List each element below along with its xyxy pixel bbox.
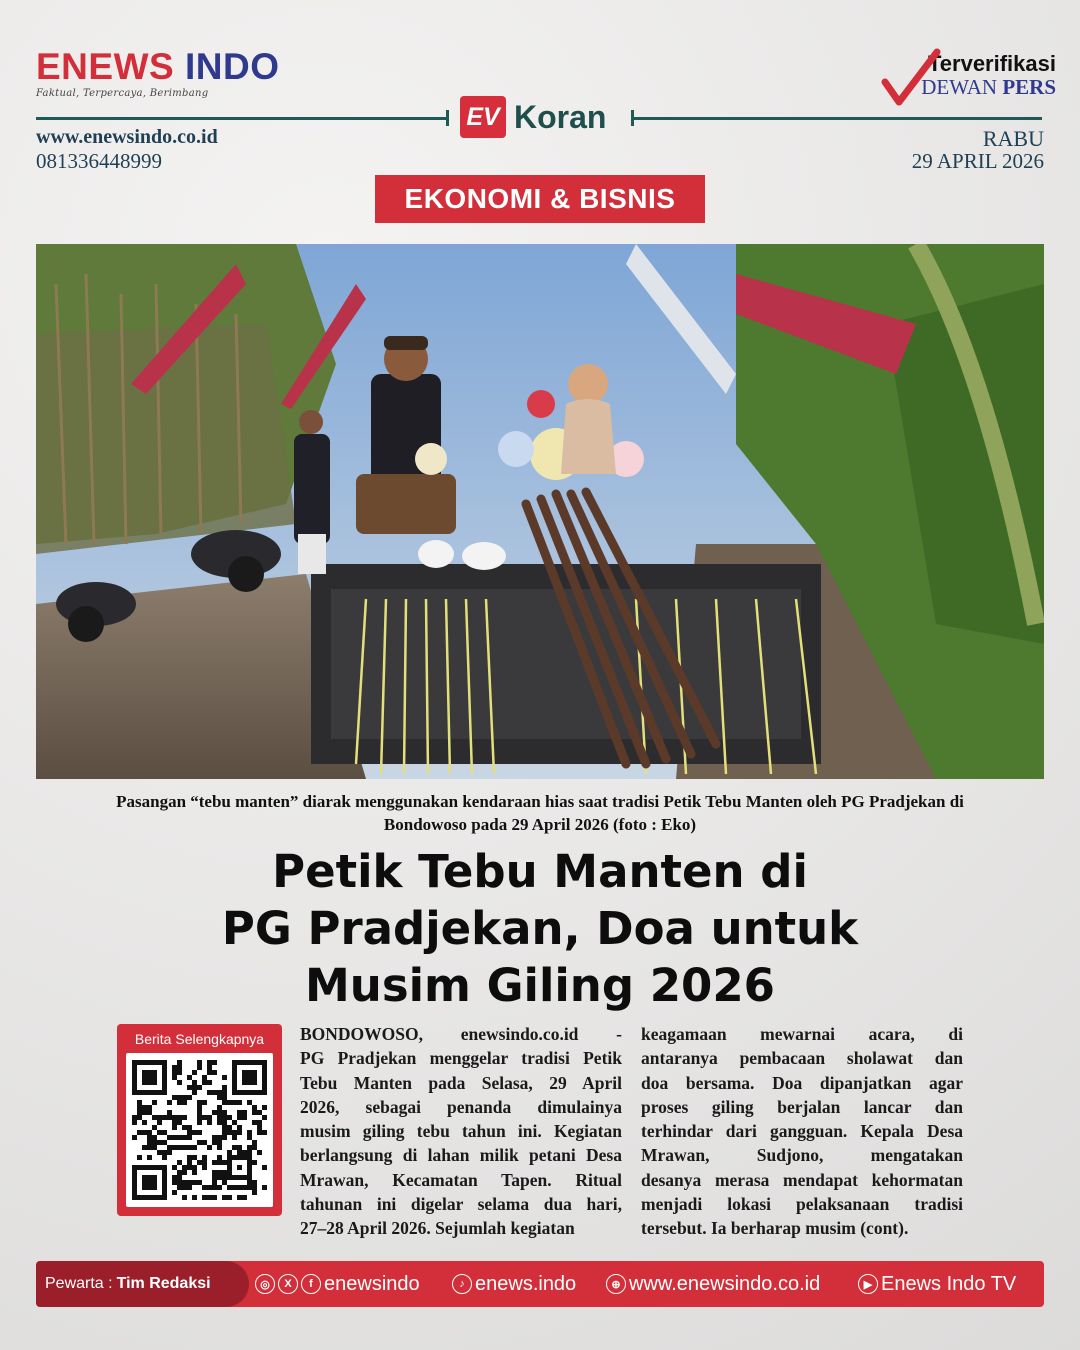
- photo-caption-line1: Pasangan “tebu manten” diarak menggunakan kendaraan hias saat tradisi Petik Tebu Manten oleh PG Pradjekan di: [116, 792, 964, 811]
- tiktok-handle: enews.indo: [475, 1272, 577, 1295]
- issue-date: 29 APRIL 2026: [911, 149, 1044, 173]
- social-link-youtube[interactable]: [858, 1261, 1016, 1307]
- body-line: PG Pradjekan menggelar tradisi Petik: [300, 1048, 622, 1069]
- logo-enews: ENEWS: [36, 46, 175, 87]
- instagram-icon: ◎: [255, 1274, 275, 1294]
- body-line: Mrawan, Sudjono, mengatakan: [641, 1145, 963, 1166]
- reporter-credit: [36, 1261, 249, 1307]
- body-line: berlangsung di lahan milik petani Desa: [300, 1145, 622, 1166]
- publication-mark: [460, 96, 606, 138]
- rule-cap-left: [446, 110, 449, 126]
- headline-line-3: Musim Giling 2026: [305, 959, 775, 1012]
- verified-label: Terverifikasi: [927, 51, 1056, 76]
- masthead-rule-right: [634, 117, 1042, 120]
- social-handle: enewsindo: [324, 1272, 420, 1295]
- body-line: Tebu Manten pada Selasa, 29 April: [300, 1072, 622, 1093]
- social-link-tiktok[interactable]: [452, 1261, 576, 1307]
- x-icon: X: [278, 1274, 298, 1294]
- body-line: tahunan ini digelar selama dua hari,: [300, 1194, 622, 1215]
- body-line: proses giling berjalan lancar dan: [641, 1096, 963, 1117]
- masthead-rule-left: [36, 117, 446, 120]
- phone-number: 081336448999: [36, 149, 162, 173]
- photo-caption-line2: Bondowoso pada 29 April 2026 (foto : Eko): [383, 815, 697, 834]
- rule-cap-right: [631, 110, 634, 126]
- qr-code-box[interactable]: [117, 1024, 282, 1216]
- tiktok-icon: ♪: [452, 1274, 472, 1294]
- body-line: musim giling tebu tahun ini. Kegiatan: [300, 1121, 622, 1142]
- photo-caption: [50, 790, 1030, 836]
- reporter-name: Tim Redaksi: [116, 1275, 211, 1292]
- logo-tagline: Faktual, Terpercaya, Berimbang: [36, 88, 209, 99]
- ev-logo-icon: EV: [460, 96, 506, 138]
- publication-label: Koran: [514, 98, 607, 135]
- body-line: BONDOWOSO, enewsindo.co.id -: [300, 1024, 622, 1044]
- masthead-logo: [36, 48, 279, 99]
- body-line: terhindar dari gangguan. Kepala Desa: [641, 1121, 963, 1142]
- headline-line-2: PG Pradjekan, Doa untuk: [221, 902, 859, 955]
- issue-day: RABU: [982, 126, 1044, 151]
- reporter-label: Pewarta :: [45, 1275, 113, 1292]
- photo-illustration: [36, 244, 1044, 779]
- article-photo: [36, 244, 1044, 779]
- verified-by-dewan: DEWAN: [921, 75, 998, 100]
- footer-bar: [36, 1261, 1044, 1307]
- globe-icon: ⊕: [606, 1274, 626, 1294]
- body-line: 27–28 April 2026. Sejumlah kegiatan: [300, 1218, 575, 1239]
- article-headline: [60, 843, 1020, 1014]
- body-line: doa bersama. Doa dipanjatkan agar: [641, 1072, 963, 1093]
- body-line: keagamaan mewarnai acara, di: [641, 1024, 963, 1044]
- category-badge: EKONOMI & BISNIS: [375, 175, 705, 223]
- verified-by-pers: PERS: [1002, 75, 1056, 100]
- body-line: 2026, sebagai penanda dimulainya: [300, 1096, 622, 1117]
- article-body-col2: [641, 1022, 963, 1241]
- website-link[interactable]: www.enewsindo.co.id: [36, 126, 218, 148]
- social-link-website[interactable]: [606, 1261, 820, 1307]
- body-line: desanya merasa mendapat kehormatan: [641, 1169, 963, 1190]
- verified-by: [921, 76, 1056, 99]
- qr-code[interactable]: [126, 1053, 273, 1207]
- article-body-col1: [300, 1022, 622, 1241]
- qr-code-icon: [132, 1060, 267, 1200]
- body-line: Mrawan, Kecamatan Tapen. Ritual: [300, 1169, 622, 1190]
- headline-line-1: Petik Tebu Manten di: [272, 845, 808, 898]
- body-line: tersebut. Ia berharap musim (cont).: [641, 1218, 909, 1239]
- social-link-enewsindo[interactable]: [255, 1261, 420, 1307]
- logo-indo: INDO: [184, 46, 280, 87]
- youtube-icon: ▶: [858, 1274, 878, 1294]
- youtube-channel: Enews Indo TV: [881, 1272, 1017, 1295]
- body-line: menjadi lokasi pelaksanaan tradisi: [641, 1194, 963, 1215]
- qr-label: Berita Selengkapnya: [134, 1031, 265, 1047]
- footer-website: www.enewsindo.co.id: [629, 1272, 821, 1295]
- checkmark-icon: [881, 48, 941, 112]
- verified-badge: [921, 52, 1056, 99]
- facebook-icon: f: [301, 1274, 321, 1294]
- body-line: antaranya pembacaan sholawat dan: [641, 1048, 963, 1069]
